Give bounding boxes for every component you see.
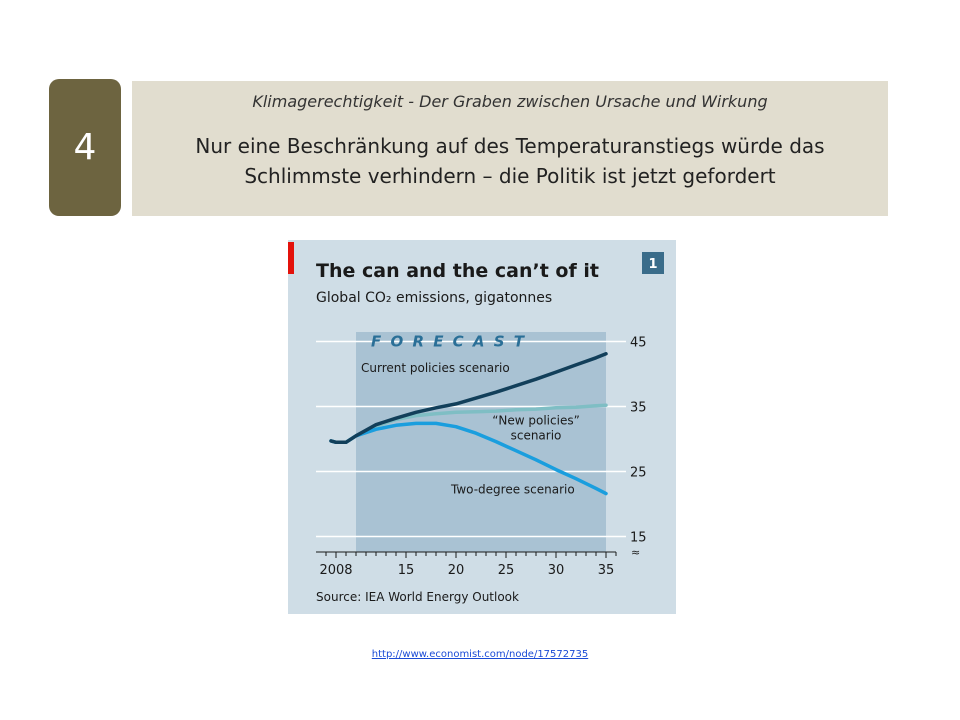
slide-supertitle: Klimagerechtigkeit - Der Graben zwischen Ursache und Wirkung bbox=[252, 92, 768, 111]
x-tick-label: 15 bbox=[397, 563, 415, 578]
economist-red-bar bbox=[288, 242, 294, 274]
y-tick-label: 15 bbox=[630, 530, 647, 546]
title-box bbox=[132, 81, 888, 216]
slide-title: Nur eine Beschränkung auf des Temperaturanstiegs würde das Schlimmste verhindern – die Politik ist jetzt gefordert bbox=[195, 134, 825, 188]
series-label-two-degree: Two-degree scenario bbox=[451, 482, 575, 497]
slide-number-badge: 4 bbox=[49, 79, 121, 216]
source-link[interactable]: http://www.economist.com/node/17572735 bbox=[371, 649, 589, 660]
forecast-label: F O R E C A S T bbox=[371, 332, 527, 351]
emissions-chart bbox=[288, 240, 676, 614]
chart-title: The can and the can’t of it bbox=[316, 260, 599, 282]
y-tick-label: 45 bbox=[630, 335, 647, 351]
chart-source: Source: IEA World Energy Outlook bbox=[316, 590, 519, 604]
series-label-new-policies: “New policies” scenario bbox=[492, 413, 580, 443]
axis-break-mark: ≈ bbox=[631, 546, 641, 559]
x-tick-label: 20 bbox=[447, 563, 465, 578]
x-tick-label: 25 bbox=[497, 563, 515, 578]
chart-image bbox=[288, 240, 676, 614]
x-tick-label: 30 bbox=[547, 563, 565, 578]
y-tick-label: 35 bbox=[630, 400, 647, 416]
y-tick-label: 25 bbox=[630, 465, 647, 481]
chart-subtitle: Global CO₂ emissions, gigatonnes bbox=[316, 290, 553, 306]
x-tick-label: 2008 bbox=[319, 563, 353, 578]
chart-number-badge-text: 1 bbox=[648, 257, 658, 272]
x-tick-label: 35 bbox=[597, 563, 615, 578]
series-label-current-policies: Current policies scenario bbox=[361, 361, 510, 376]
